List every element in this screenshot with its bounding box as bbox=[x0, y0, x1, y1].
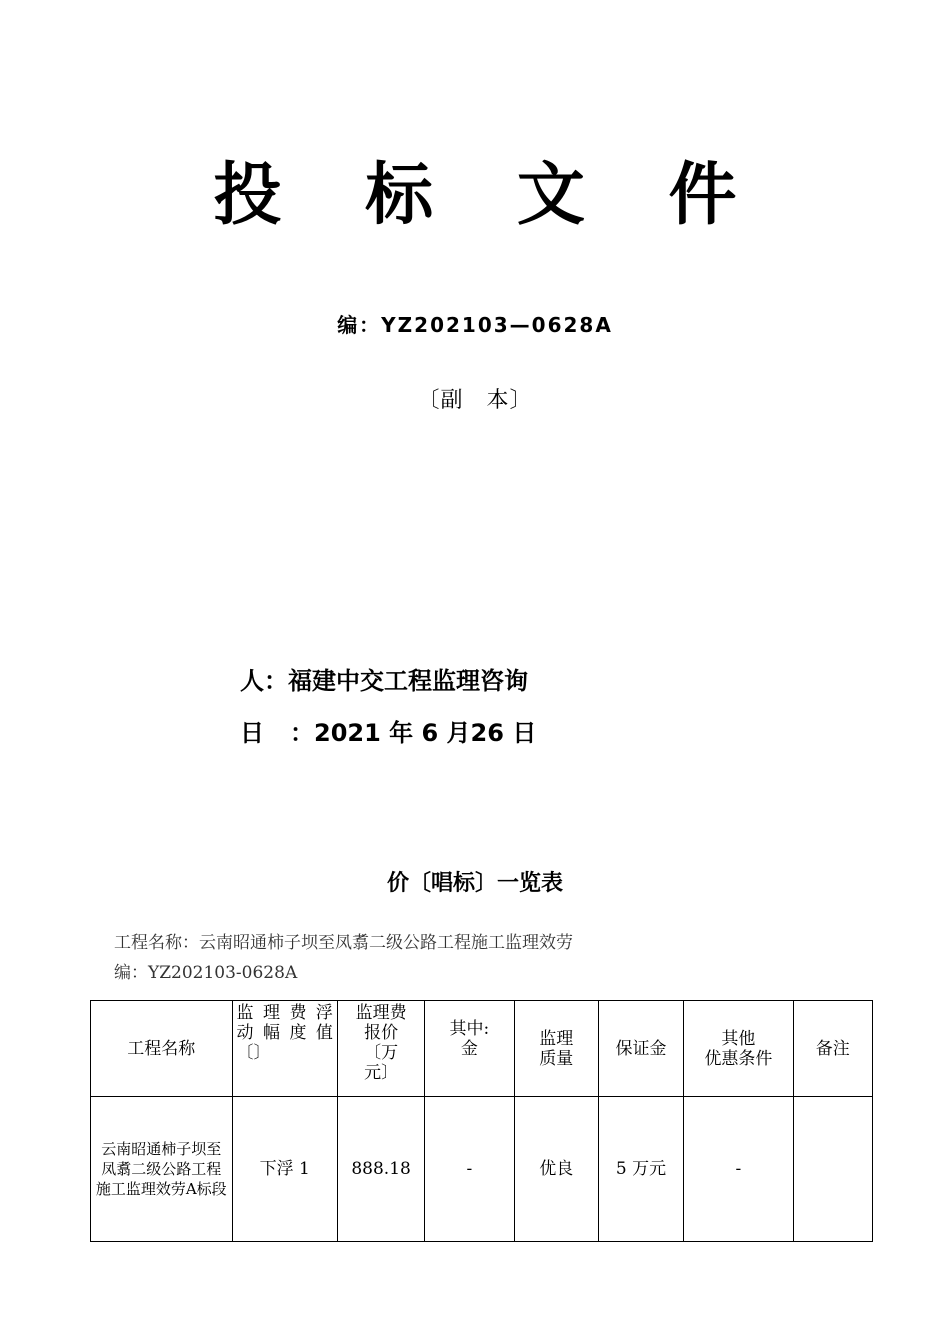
header-float-line3: 〔〕 bbox=[236, 1043, 271, 1063]
header-other bbox=[684, 1001, 793, 1097]
table-header-row bbox=[91, 1001, 873, 1097]
header-deposit bbox=[598, 1001, 683, 1097]
header-other-line1: 其他 bbox=[721, 1028, 756, 1049]
project-code-line: 编：YZ202103-0628A bbox=[114, 963, 298, 983]
header-project-label: 工程名称 bbox=[127, 1038, 196, 1059]
header-quality-line2: 质量 bbox=[539, 1048, 574, 1069]
header-deposit-label: 保证金 bbox=[615, 1038, 667, 1059]
header-remark bbox=[793, 1001, 872, 1097]
copy-marker: 〔副 本〕 bbox=[417, 388, 533, 413]
cell-project: 云南昭通柿子坝至凤翥二级公路工程施工监理效劳A标段 bbox=[91, 1097, 233, 1242]
cell-other: - bbox=[684, 1097, 793, 1242]
cell-among: - bbox=[425, 1097, 514, 1242]
table-row bbox=[91, 1097, 873, 1242]
header-remark-label: 备注 bbox=[815, 1038, 850, 1059]
cell-quality: 优良 bbox=[514, 1097, 598, 1242]
header-price-line3: 〔万 bbox=[364, 1043, 399, 1063]
header-among-line2: 金 bbox=[460, 1039, 478, 1059]
header-price-line1: 监理费 bbox=[355, 1003, 407, 1023]
date-label: 日 bbox=[240, 719, 264, 747]
header-among bbox=[425, 1001, 514, 1097]
header-price bbox=[337, 1001, 424, 1097]
header-price-line2: 报价 bbox=[364, 1023, 399, 1043]
cell-remark bbox=[793, 1097, 872, 1242]
cell-deposit: 5 万元 bbox=[598, 1097, 683, 1242]
cell-price: 888.18 bbox=[337, 1097, 424, 1242]
header-float bbox=[232, 1001, 337, 1097]
header-float-line2: 动 幅 度 值 bbox=[236, 1023, 333, 1043]
quote-table-title: 价〔唱标〕一览表 bbox=[386, 871, 563, 896]
date-value: ：2021 年 6 月26 日 bbox=[290, 719, 537, 747]
header-quality bbox=[514, 1001, 598, 1097]
header-quality-line1: 监理 bbox=[539, 1028, 574, 1049]
header-price-line4: 元〕 bbox=[364, 1063, 399, 1083]
document-title: 投 标 文 件 bbox=[213, 156, 767, 235]
date-line bbox=[240, 716, 536, 750]
document-code: 编：YZ202103—0628A bbox=[337, 313, 613, 337]
project-name-line: 工程名称：云南昭通柿子坝至凤翥二级公路工程施工监理效劳 bbox=[114, 933, 573, 953]
bidder-line: 人：福建中交工程监理咨询 bbox=[240, 667, 528, 695]
header-project bbox=[91, 1001, 233, 1097]
header-other-line2: 优惠条件 bbox=[704, 1048, 773, 1069]
header-float-line1: 监 理 费 浮 bbox=[236, 1003, 333, 1023]
quote-table bbox=[90, 1000, 873, 1242]
header-among-line1: 其中: bbox=[449, 1019, 490, 1039]
cell-float: 下浮 1 bbox=[232, 1097, 337, 1242]
